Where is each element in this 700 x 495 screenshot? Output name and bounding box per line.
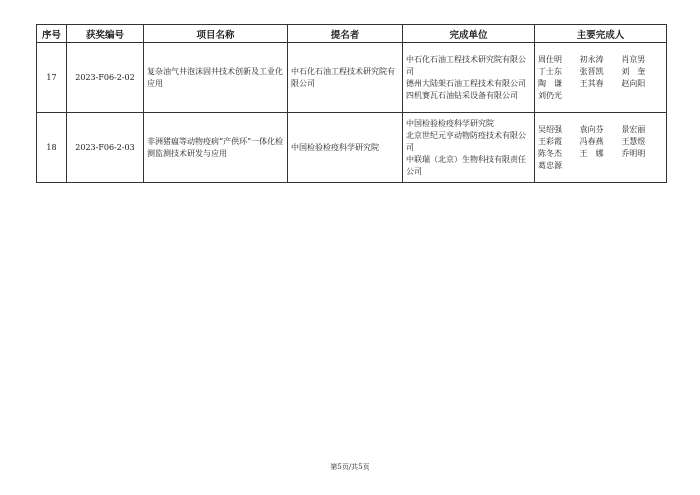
person-name: 葛忠源 — [538, 160, 562, 170]
project-name: 非洲猪瘟等动物疫病“产供环”一体化检测监测技术研发与应用 — [144, 113, 288, 183]
header-project: 项目名称 — [144, 25, 288, 43]
person-name: 刘 奎 — [621, 66, 646, 76]
unit-name: 中石化石油工程技术研究院有限公司 — [406, 54, 526, 76]
award-code: 2023-F06-2-03 — [67, 113, 144, 183]
awards-table — [36, 24, 667, 183]
person-name: 吴绍强 — [538, 124, 562, 134]
person-name: 冯春燕 — [579, 136, 604, 146]
header-people: 主要完成人 — [535, 25, 667, 43]
person-name: 王慧煜 — [621, 136, 646, 146]
row-number: 18 — [37, 113, 67, 183]
unit-name: 四机赛瓦石油钻采设备有限公司 — [406, 90, 518, 100]
person-name: 丁士东 — [538, 66, 562, 76]
unit-name: 中国检验检疫科学研究院 — [406, 118, 494, 128]
person-name: 景宏丽 — [621, 124, 646, 134]
person-name: 袁向芬 — [579, 124, 604, 134]
person-name: 乔明明 — [621, 148, 646, 158]
person-name: 王其春 — [579, 78, 604, 88]
person-name: 刘仍光 — [538, 90, 562, 100]
person-name: 王 娜 — [579, 148, 604, 158]
unit-name: 北京世纪元亨动物防疫技术有限公司 — [406, 130, 526, 152]
nominator: 中国检验检疫科学研究院 — [288, 113, 403, 183]
person-name: 王彩霞 — [538, 136, 562, 146]
main-contributors — [535, 113, 667, 183]
header-no: 序号 — [37, 25, 67, 43]
page-footer: 第5页/共5页 — [330, 463, 370, 471]
unit-name: 中联瑞（北京）生物科技有限责任公司 — [406, 154, 526, 176]
person-name: 初永涛 — [579, 54, 604, 64]
row-number: 17 — [37, 43, 67, 113]
person-name: 周仕明 — [538, 54, 562, 64]
award-code: 2023-F06-2-02 — [67, 43, 144, 113]
header-code: 获奖编号 — [67, 25, 144, 43]
unit-name: 德州大陆架石油工程技术有限公司 — [406, 78, 526, 88]
project-name: 复杂油气井泡沫固井技术创新及工业化应用 — [144, 43, 288, 113]
person-name: 陈冬杰 — [538, 148, 562, 158]
person-name: 张晋凯 — [579, 66, 604, 76]
person-name: 陶 谦 — [538, 78, 562, 88]
nominator: 中石化石油工程技术研究院有限公司 — [288, 43, 403, 113]
person-name: 赵向阳 — [621, 78, 646, 88]
person-name: 肖京男 — [621, 54, 646, 64]
table-row — [37, 113, 667, 183]
completing-units — [403, 43, 535, 113]
header-row — [37, 25, 667, 43]
header-nominator: 提名者 — [288, 25, 403, 43]
completing-units — [403, 113, 535, 183]
main-contributors — [535, 43, 667, 113]
header-units: 完成单位 — [403, 25, 535, 43]
table-row — [37, 43, 667, 113]
